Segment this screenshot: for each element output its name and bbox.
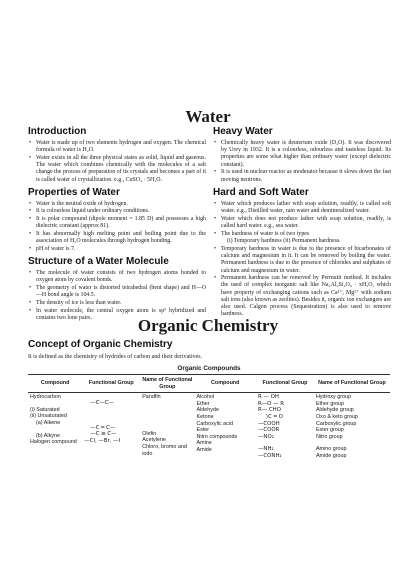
list-item: • Water exists in all the three physical states as solid, liquid and gaseous. The water which combines chemically with the molecules of a salt change the process of preparation of its crystals and becomes a part of it is called water of crystallization. e.g., CuSO₄ · 5H₂O. <box>28 155 206 184</box>
list-item: • The density of ice is less than water. <box>28 300 206 307</box>
list-item: • In water molecule, the central oxygen atom is sp³ hybridized and contains two lone pairs. <box>28 308 206 322</box>
list-item: • The geometry of water is distorted tetrahedral (bent shape) and H—O—H bond angle is 104.5. <box>28 285 206 299</box>
list-item: • Water is made up of two elements hydrogen and oxygen. The chemical formula of water is H₂O. <box>28 140 206 154</box>
section-heading-properties: Properties of Water <box>28 186 120 198</box>
table-header: Compound <box>195 375 257 393</box>
table-cell: —COOR <box>258 427 280 434</box>
table-cell: (b) Alkyne <box>36 432 60 439</box>
organic-compounds-table <box>28 374 390 461</box>
table-cell: Halogen compound <box>30 439 77 446</box>
table-cell-compounds-2 <box>195 393 257 461</box>
table-cell: Ether <box>196 400 210 407</box>
table-cell: Acetylene <box>142 437 166 444</box>
table-cell-group-names <box>140 393 194 461</box>
list-item: • The molecule of water consists of two hydrogen atoms bonded to oxygen atom by covalent bonds. <box>28 270 206 284</box>
table-cell: (a) Alkene <box>36 419 61 426</box>
table-cell: R— CHO <box>258 407 281 414</box>
table-cell: —C ≡ C— <box>90 431 117 438</box>
list-item: • Permanent hardness can be removed by Permutit method. It includes the used of complex inorganic salt like Na₂Al₂Si₂O₈ · xH₂O, which have property of exchanging cations such as Ca²⁺, Mg²⁺ with sodium salt ions (also known as zeolites). Besides it, organic ion exchangers are also used. Calgon process (Sequestration) is also used to remove hardness. <box>213 275 391 318</box>
table-cell: Amide <box>196 446 212 453</box>
table-header: Functional Group <box>256 375 314 393</box>
table-header: Name of Functional Group <box>314 375 390 393</box>
table-cell: Paraffin <box>142 394 161 401</box>
table-cell: —C ═ C— <box>90 424 116 431</box>
table-cell: R—O — R <box>258 400 284 407</box>
table-cell-compounds <box>28 393 82 461</box>
table-row <box>28 393 390 461</box>
organic-section <box>28 339 390 461</box>
table-cell: Carboxylic acid <box>196 420 234 427</box>
table-cell: Hydroxy group <box>315 394 351 401</box>
table-caption: Organic Compounds <box>177 365 241 372</box>
table-cell: Hydrocarbon <box>30 394 61 401</box>
table-cell: Nitro compounds <box>196 433 238 440</box>
table-cell: —COOH <box>258 420 280 427</box>
table-header: Compound <box>28 375 82 393</box>
table-cell: Nitro group <box>315 433 343 440</box>
table-cell: Ketone <box>196 413 214 420</box>
organic-chemistry-title: Organic Chemistry <box>137 316 279 335</box>
table-cell: Amine <box>196 440 212 447</box>
properties-list <box>28 201 206 253</box>
table-cell: (i) Saturated <box>30 406 60 413</box>
left-column <box>28 126 206 325</box>
table-cell: —NO₂ <box>258 433 274 440</box>
right-column <box>213 126 391 321</box>
table-cell: Oxo & keto group <box>315 413 358 420</box>
heavy-water-list <box>213 140 391 184</box>
table-cell: Amide group <box>315 452 347 459</box>
table-cell: ⟩C ═ O <box>266 413 283 420</box>
table-cell: —C—C— <box>90 400 114 407</box>
table-cell: —NH₂ <box>258 446 274 453</box>
table-cell: R — OH <box>258 394 279 401</box>
table-header: Name of Functional Group <box>140 375 194 393</box>
table-cell: Aldehyde <box>196 407 219 414</box>
section-heading-heavy-water: Heavy Water <box>213 126 273 137</box>
table-cell-group-names-2 <box>314 393 390 461</box>
list-item: • It is used in nuclear reactor as moderator because it slows down the fast moving neutrons. <box>213 169 391 183</box>
section-heading-hard-soft-water: Hard and Soft Water <box>213 186 309 198</box>
list-item: • It is colourless liquid under ordinary conditions. <box>28 208 206 215</box>
introduction-list <box>28 140 206 184</box>
list-item: • Water is the neutral oxide of hydrogen. <box>28 201 206 208</box>
list-item: • It has abnormally high melting point and boiling point due to the association of H₂O molecules through hydrogen bonding. <box>28 231 206 245</box>
table-cell: (ii) Unsaturated <box>30 413 67 420</box>
list-item: • Chemically heavy water is deuterium oxide (D₂O). It was discovered by Urey in 1932. It is a colourless, odourless and tasteless liquid. Its properties are some what higher than ordinary water (except dielectric constant). <box>213 140 391 169</box>
section-heading-introduction: Introduction <box>28 126 87 137</box>
table-cell: —Cl, —Br, —I <box>84 437 121 444</box>
table-cell: Aldehyde group <box>315 407 354 414</box>
organic-definition: It is defined as the chemistry of hydrides of carbon and their derivatives. <box>28 354 203 360</box>
table-cell: —CONH₂ <box>258 452 282 459</box>
table-cell: Ether group <box>315 400 345 407</box>
table-cell-functional-groups <box>82 393 140 461</box>
table-header-row <box>28 375 390 393</box>
section-heading-concept: Concept of Organic Chemistry <box>28 339 173 350</box>
table-cell-functional-groups-2 <box>256 393 314 461</box>
list-item: • Water which does not produce lather with soap solution, readily, is called hard water. e.g., sea water. <box>213 216 391 230</box>
table-cell: Alcohol <box>196 394 215 401</box>
table-cell: Amino group <box>315 446 347 453</box>
table-header: Functional Group <box>82 375 140 393</box>
list-item: • It is polar compound (dipole moment = 1.85 D) and possesses a high dielectric constant (approx 81). <box>28 216 206 230</box>
table-cell: Ester group <box>315 427 344 434</box>
table-cell: Ester <box>196 427 210 434</box>
table-cell: Chloro, bromo and iodo <box>142 443 187 457</box>
page-title: Water <box>185 107 231 126</box>
section-heading-structure: Structure of a Water Molecule <box>28 256 169 268</box>
list-item: • Water which produces lather with soap solution, readily, is called soft water. e.g., Distilled water, rain water and demineralized water. <box>213 201 391 215</box>
hardness-types: (i) Temporary hardness (ii) Permanent hardness. <box>227 238 341 245</box>
list-item: • Temporary hardness in water is due to the presence of bicarbonates of calcium and magnesium in it. It can be removed by boiling the water. Permanent hardness is due to the presence of chlorides and sulphates of calcium and magnesium in water. <box>213 246 391 275</box>
list-item: • The hardness of water is of two types <box>213 231 391 238</box>
structure-list <box>28 270 206 322</box>
list-item: • pH of water is 7. <box>28 246 206 253</box>
table-cell: Olefin <box>142 430 157 437</box>
table-cell: Carboxylic group <box>315 420 357 427</box>
hard-soft-list <box>213 201 391 319</box>
